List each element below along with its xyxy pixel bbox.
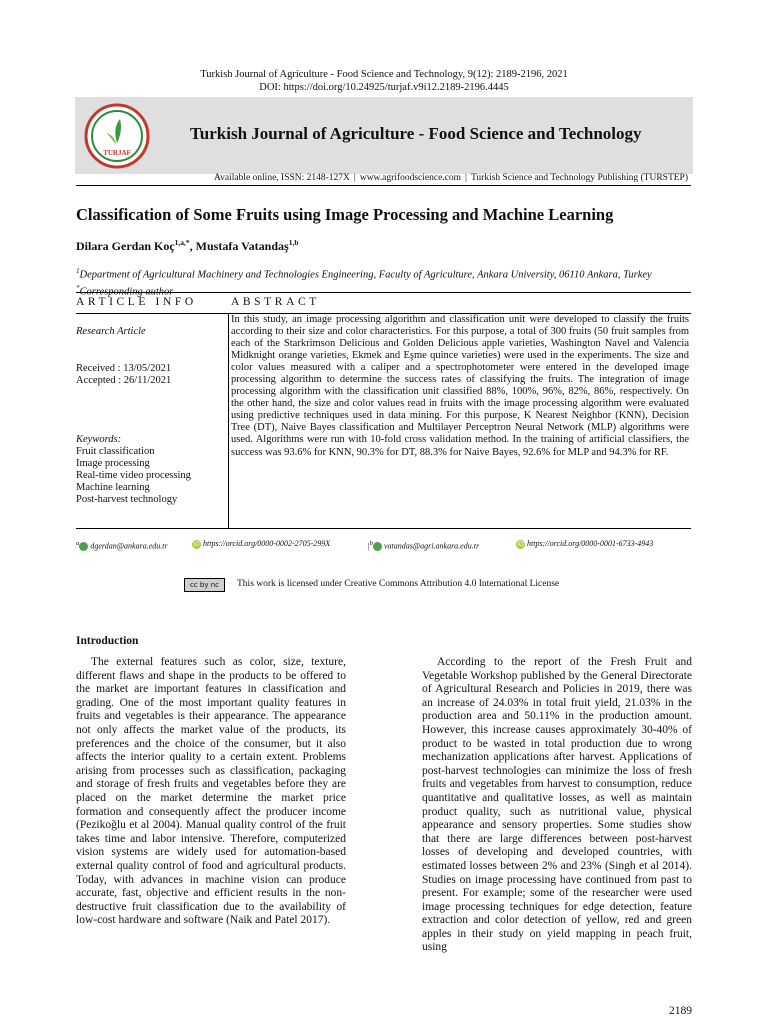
author-2-affil: 1,b bbox=[288, 238, 299, 247]
doi-line: DOI: https://doi.org/10.24925/turjaf.v9i12.2189-2196.4445 bbox=[259, 82, 509, 93]
keyword-item: Machine learning bbox=[76, 482, 150, 493]
body-column-right bbox=[422, 656, 692, 955]
journal-citation: Turkish Journal of Agriculture - Food Science and Technology, 9(12): 2189-2196, 2021 bbox=[200, 69, 568, 80]
author-1: Dilara Gerdan Koç bbox=[76, 239, 175, 253]
affiliation-block bbox=[76, 265, 696, 298]
divider bbox=[76, 185, 691, 186]
publisher-text: Turkish Science and Technology Publishing (TURSTEP) bbox=[470, 173, 688, 183]
section-heading-introduction: Introduction bbox=[76, 635, 139, 647]
creative-commons-badge-icon[interactable]: cc by nc bbox=[184, 578, 225, 592]
keyword-item: Fruit classification bbox=[76, 446, 155, 457]
article-info-heading: ARTICLE INFO bbox=[76, 296, 197, 308]
email-1-text: dgerdan@ankara.edu.tr bbox=[90, 541, 168, 551]
orcid-2-text: https://orcid.org/0000-0001-6733-4943 bbox=[527, 539, 654, 548]
author-1-affil: 1,a,* bbox=[174, 238, 190, 247]
email-icon bbox=[79, 542, 88, 551]
orcid-1-text: https://orcid.org/0000-0002-2705-299X bbox=[203, 539, 331, 548]
paragraph: The external features such as color, size, texture, different flaws and shape in the products to be offered to the market are important features in classification and grading. One of the most important quality features in fruits and vegetables is their appearance. The appearance not only affects the market value of the products, its preferences and the choice of the consumer, but it also affects the interior quality to a certain extent. Problems arising from processes such as classification, packaging and storage of fresh fruits and vegetables before they are placed on the market determine the market price formation and consequently affect the producer income (Pezikoğlu et al 2004). Manual quality control of the fruit takes time and labor intensive. Therefore, computerized vision systems are widely used for automation-based external quality control of food and agricultural products. Today, with advances in machine vision can produce accurate, fast, objective and efficient results in the non-destructive fruit classification due to the availability of low-cost hardware and software (Naik and Patel 2017). bbox=[76, 656, 346, 927]
keyword-item: Image processing bbox=[76, 458, 150, 469]
journal-name: Turkish Journal of Agriculture - Food Science and Technology bbox=[190, 124, 642, 143]
logo-text: TURJAF bbox=[103, 149, 131, 157]
contact-b-marker: b bbox=[369, 540, 373, 547]
contact-email-2[interactable]: $|^b$ vatandas@agri.ankara.edu.tr bbox=[368, 540, 480, 551]
page-number: 2189 bbox=[669, 1005, 692, 1017]
website-link[interactable]: www.agrifoodscience.com bbox=[359, 173, 462, 183]
keyword-item: Post-harvest technology bbox=[76, 494, 178, 505]
keyword-item: Real-time video processing bbox=[76, 470, 191, 481]
body-column-left bbox=[76, 656, 346, 928]
divider bbox=[76, 292, 691, 293]
paragraph: According to the report of the Fresh Fruit and Vegetable Workshop published by the General Directorate of Agricultural Research and Policies in 2019, there was an increase of 24.03% in total fruit yield, 21.03% in the production area and 50.11% in the production amount. However, this increase causes approximately 30-40% of product to be wasted in total production due to wrong mechanization applications after harvest. Applications of post-harvest technologies can minimize the loss of fresh fruits and vegetables from harvest to consumption, reduce quantitative and qualitative losses, as well as maintain product quality, such as nutritional value, physical appearance and sensory properties. Some studies show that there are large differences between post-harvest losses of developing and developed countries, with estimated losses between 2% and 23% (Singh et al 2014). Studies on image processing have continued from past to present. For example; some of the researcher were used image processing techniques for edge detection, feature extraction and color detection of yellow, red and green apples in their study on yield mapping in peach fruit, using bbox=[422, 656, 692, 954]
article-type: Research Article bbox=[76, 326, 146, 337]
availability-line: Available online, ISSN: 2148-127X | www.agrifoodscience.com | Turkish Science and Technology Publishing (TURSTEP) bbox=[213, 173, 688, 183]
contact-orcid-2[interactable] bbox=[516, 538, 653, 550]
contact-a-marker: a bbox=[76, 540, 80, 547]
email-icon bbox=[373, 542, 382, 551]
affiliation-marker: 1 bbox=[76, 267, 80, 275]
accepted-date: Accepted : 26/11/2021 bbox=[76, 375, 172, 386]
divider bbox=[76, 528, 691, 529]
orcid-icon: iD bbox=[193, 540, 200, 548]
author-2: , Mustafa Vatandaş bbox=[189, 239, 289, 253]
received-date: Received : 13/05/2021 bbox=[76, 363, 172, 374]
affiliation: Department of Agricultural Machinery and Technologies Engineering, Faculty of Agriculture, Ankara University, 06110 Ankara, Turkey bbox=[79, 269, 652, 281]
contact-email-1[interactable] bbox=[76, 538, 168, 553]
abstract-text: In this study, an image processing algorithm and classification unit were developed to classify the fruits according to their size and color characteristics. For this purpose, a total of 300 fruits (50 fruit samples from each of the Starkrimson Delicious and Golden Delicious apple varieties, Washington Navel and Valencia Midknight orange varieties, Ekmek and Eşme quince varieties) were used in the experiments. The size and color values measured with a caliper and a spectrophotometer were entered in the developed image processing algorithm to determine the success rates of classifying the fruits. The integration of image processing algorithm with the classification unit classified 88%, 100%, 96%, 82%, 86%, respectively. On the other hand, the size and color values read in fruits with the image processing algorithm were evaluated using predictive techniques used in data mining. For this purpose, K Nearest Neighbor (KNN), Decision Tree (DT), Naive Bayes classification and Multilayer Perceptron Neural Network (MLP) algorithms were used. Algorithms were run with 10-fold cross validation method. In the training of artificial classifiers, the success was 93.6% for KNN, 90.3% for DT, 88.3% for Naive Bayes, 92.6% for MLP and 94.3% for RF. bbox=[231, 314, 689, 458]
article-title: Classification of Some Fruits using Image Processing and Machine Learning bbox=[76, 205, 614, 224]
contact-orcid-1[interactable] bbox=[192, 538, 330, 550]
author-list bbox=[76, 238, 298, 254]
corresponding-marker: * bbox=[76, 283, 80, 292]
column-divider bbox=[228, 314, 229, 528]
journal-logo-icon bbox=[84, 103, 150, 169]
email-2-text: vatandas@agri.ankara.edu.tr bbox=[383, 541, 480, 551]
license-text: This work is licensed under Creative Commons Attribution 4.0 International License bbox=[237, 579, 560, 589]
issn-text: Available online, ISSN: 2148-127X bbox=[213, 173, 350, 183]
keywords-label: Keywords: bbox=[76, 434, 122, 445]
orcid-icon: iD bbox=[517, 540, 524, 548]
abstract-heading: ABSTRACT bbox=[231, 296, 320, 308]
